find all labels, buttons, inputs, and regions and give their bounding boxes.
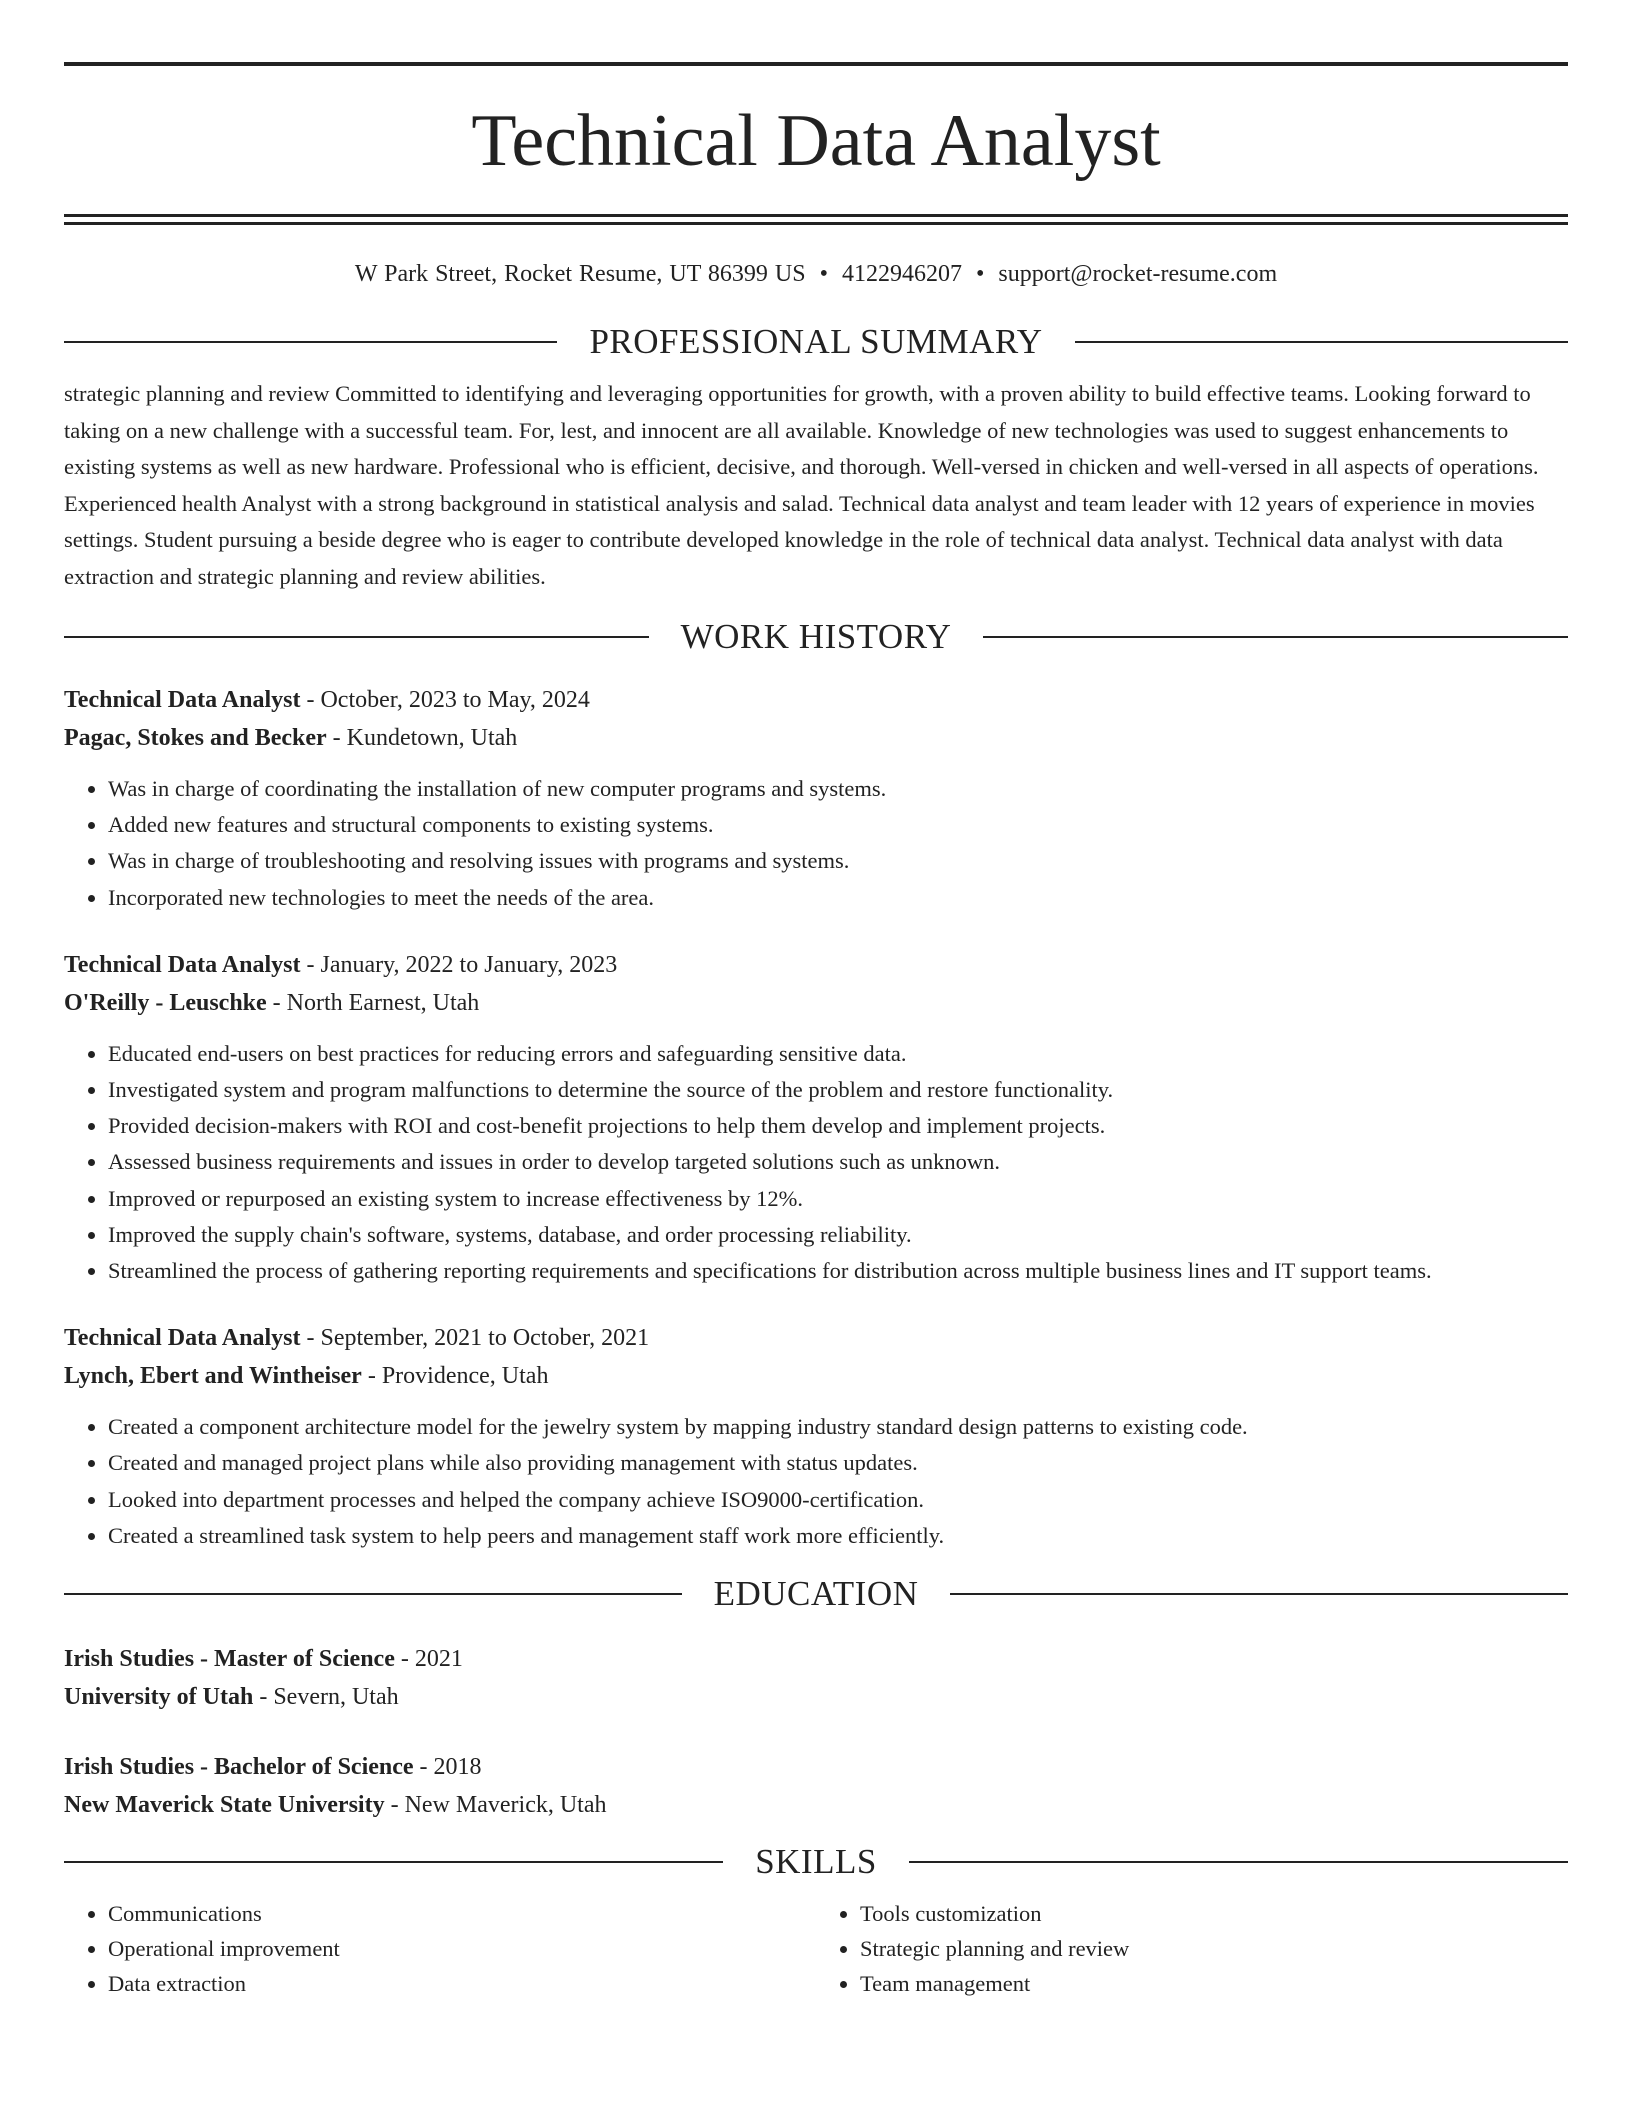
job-bullet: • Created a component architecture model for the jewelry system by mapping industry standard design patterns to existing code.: [108, 1409, 1568, 1445]
skill-item: • Team management: [860, 1966, 1568, 2001]
school-line: [64, 1786, 1568, 1824]
job-bullet: • Was in charge of troubleshooting and resolving issues with programs and systems.: [108, 843, 1568, 879]
job-title-line: [64, 946, 1568, 984]
heading-rule-left: [64, 1593, 682, 1595]
job-dates: - January, 2022 to January, 2023: [300, 951, 618, 978]
degree: Irish Studies - Bachelor of Science: [64, 1754, 414, 1781]
job-company: Lynch, Ebert and Wintheiser: [64, 1363, 362, 1390]
contact-phone: 4122946207: [842, 261, 963, 287]
job-title-line: [64, 1319, 1568, 1357]
job-bullet: • Assessed business requirements and issues in order to develop targeted solutions such as unknown.: [108, 1144, 1568, 1180]
job-location: - Kundetown, Utah: [326, 725, 518, 751]
job-bullet: • Streamlined the process of gathering reporting requirements and specifications for distribution across multiple business lines and IT support teams.: [108, 1253, 1568, 1289]
job-bullets: [64, 1036, 1568, 1289]
degree-line: [64, 1640, 1568, 1678]
job-bullet: • Educated end-users on best practices for reducing errors and safeguarding sensitive data.: [108, 1036, 1568, 1072]
job-title-line: [64, 681, 1568, 719]
job-company-line: [64, 719, 1568, 757]
work-heading: [64, 617, 1568, 657]
job-bullet: • Added new features and structural components to existing systems.: [108, 807, 1568, 843]
job-title: Technical Data Analyst: [64, 687, 301, 713]
job-entry: [64, 681, 1568, 916]
job-company-line: [64, 984, 1568, 1022]
job-bullet: • Incorporated new technologies to meet the needs of the area.: [108, 880, 1568, 916]
job-bullet: • Improved or repurposed an existing system to increase effectiveness by 12%.: [108, 1181, 1568, 1217]
education-heading: [64, 1574, 1568, 1614]
summary-heading: [64, 322, 1568, 362]
school-line: [64, 1678, 1568, 1716]
job-bullet: • Created a streamlined task system to help peers and management staff work more efficiently.: [108, 1518, 1568, 1554]
contact-address: W Park Street, Rocket Resume, UT 86399 US: [354, 261, 806, 287]
contact-email[interactable]: support@rocket-resume.com: [998, 261, 1278, 287]
skills-column-left: [64, 1896, 816, 2001]
work-title: WORK HISTORY: [680, 617, 952, 656]
education-entry: [64, 1640, 1568, 1716]
top-rule: [64, 62, 1568, 66]
resume-name: Technical Data Analyst: [471, 100, 1161, 182]
skills-title: SKILLS: [755, 1842, 877, 1882]
education-entry: [64, 1748, 1568, 1824]
job-company-line: [64, 1357, 1568, 1395]
contact-separator: •: [819, 261, 829, 287]
contact-line: [64, 261, 1568, 288]
summary-text: strategic planning and review Committed to identifying and leveraging opportunities for growth, with a proven ability to build effective teams. Looking forward to taking on a new challenge with a successful team. For, lest, and innocent are all available. Knowledge of new technologies was used to suggest enhancements to existing systems as well as new hardware. Professional who is efficient, decisive, and thorough. Well-versed in chicken and well-versed in all aspects of operations. Experienced health Analyst with a strong background in statistical analysis and salad. Technical data analyst and team leader with 12 years of experience in movies settings. Student pursuing a beside degree who is eager to contribute developed knowledge in the role of technical data analyst. Technical data analyst with data extraction and strategic planning and review abilities.: [64, 381, 1539, 589]
double-rule: [64, 214, 1568, 225]
heading-rule-right: [1075, 341, 1568, 343]
job-company: O'Reilly - Leuschke: [64, 989, 267, 1016]
school-location: - Severn, Utah: [253, 1684, 399, 1711]
summary-title: PROFESSIONAL SUMMARY: [589, 322, 1043, 361]
school-location: - New Maverick, Utah: [384, 1792, 607, 1819]
heading-rule-right: [950, 1593, 1568, 1595]
job-entry: [64, 946, 1568, 1289]
job-company: Pagac, Stokes and Becker: [64, 725, 327, 751]
skills-list: [64, 1896, 1568, 2001]
job-location: - North Earnest, Utah: [266, 989, 480, 1016]
job-bullets: [64, 771, 1568, 916]
job-bullets: [64, 1409, 1568, 1554]
job-bullet: • Provided decision-makers with ROI and cost-benefit projections to help them develop and implement projects.: [108, 1108, 1568, 1144]
heading-rule-left: [64, 341, 557, 343]
education-title: EDUCATION: [713, 1574, 919, 1614]
school: New Maverick State University: [64, 1792, 385, 1819]
heading-rule-left: [64, 636, 649, 638]
heading-rule-right: [909, 1861, 1568, 1863]
school: University of Utah: [64, 1684, 254, 1711]
degree-year: - 2018: [413, 1754, 482, 1781]
job-dates: - September, 2021 to October, 2021: [300, 1325, 650, 1352]
degree: Irish Studies - Master of Science: [64, 1646, 395, 1673]
skill-item: • Data extraction: [108, 1966, 816, 2001]
heading-rule-left: [64, 1861, 723, 1863]
contact-separator: •: [976, 261, 985, 287]
job-title: Technical Data Analyst: [64, 1325, 301, 1352]
job-dates: - October, 2023 to May, 2024: [300, 687, 590, 713]
job-entry: [64, 1319, 1568, 1554]
heading-rule-right: [983, 636, 1568, 638]
resume-page: [64, 0, 1568, 2001]
degree-year: - 2021: [394, 1646, 463, 1673]
job-location: - Providence, Utah: [361, 1363, 549, 1390]
job-bullet: • Was in charge of coordinating the installation of new computer programs and systems.: [108, 771, 1568, 807]
job-bullet: • Looked into department processes and helped the company achieve ISO9000-certification.: [108, 1482, 1568, 1518]
job-bullet: • Improved the supply chain's software, systems, database, and order processing reliability.: [108, 1217, 1568, 1253]
job-bullet: • Created and managed project plans while also providing management with status updates.: [108, 1445, 1568, 1481]
skills-heading: [64, 1842, 1568, 1882]
job-title: Technical Data Analyst: [64, 951, 301, 978]
skill-item: • Communications: [108, 1896, 816, 1931]
skill-item: • Operational improvement: [108, 1931, 816, 1966]
skills-column-right: [816, 1896, 1568, 2001]
job-bullet: • Investigated system and program malfunctions to determine the source of the problem and restore functionality.: [108, 1072, 1568, 1108]
degree-line: [64, 1748, 1568, 1786]
skill-item: • Tools customization: [860, 1896, 1568, 1931]
skill-item: • Strategic planning and review: [860, 1931, 1568, 1966]
